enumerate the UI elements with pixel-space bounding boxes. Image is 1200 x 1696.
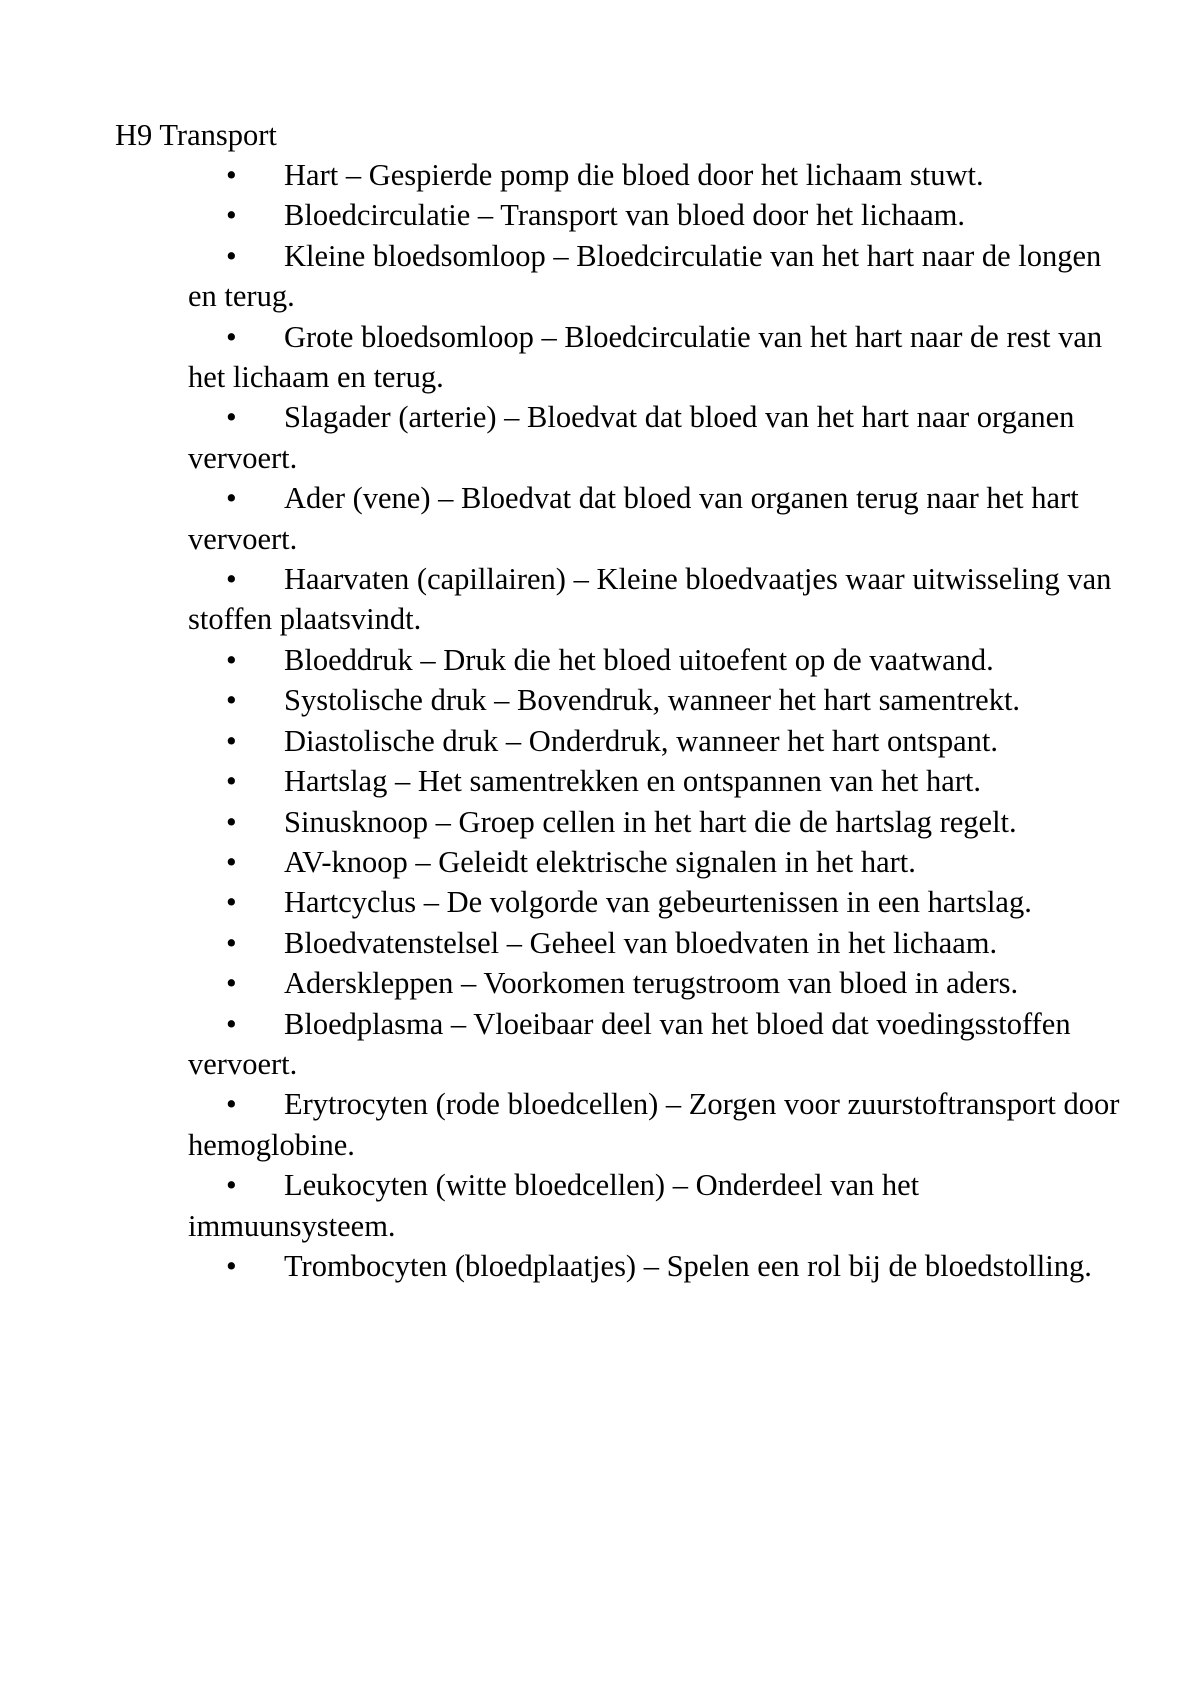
- list-item: [188, 236, 1128, 317]
- list-item-text: Bloedplasma – Vloeibaar deel van het bloed dat voedingsstoffen vervoert.: [188, 1006, 1071, 1081]
- list-item: [188, 559, 1128, 640]
- bullet-icon: •: [226, 966, 237, 1001]
- bullet-icon: •: [226, 925, 237, 960]
- bullet-icon: •: [226, 1248, 237, 1283]
- list-item-text: Bloeddruk – Druk die het bloed uitoefent op de vaatwand.: [284, 642, 994, 677]
- list-item-text: Sinusknoop – Groep cellen in het hart die de hartslag regelt.: [284, 804, 1017, 839]
- list-item-text: Erytrocyten (rode bloedcellen) – Zorgen voor zuurstoftransport door hemoglobine.: [188, 1087, 1120, 1162]
- list-item: [188, 640, 1128, 680]
- list-item: [188, 882, 1128, 922]
- list-item-text: Leukocyten (witte bloedcellen) – Onderdeel van het immuunsysteem.: [188, 1168, 920, 1243]
- list-item: [188, 761, 1128, 801]
- list-item: [188, 1246, 1128, 1286]
- list-item-text: Kleine bloedsomloop – Bloedcirculatie van het hart naar de longen en terug.: [188, 238, 1102, 314]
- bullet-icon: •: [226, 400, 237, 435]
- list-item: [188, 155, 1128, 195]
- list-item: [188, 1165, 1128, 1246]
- list-item-text: Bloedvatenstelsel – Geheel van bloedvaten in het lichaam.: [284, 925, 998, 960]
- document-title: H9 Transport: [115, 118, 277, 152]
- list-item: [188, 802, 1128, 842]
- list-item-text: Systolische druk – Bovendruk, wanneer het hart samentrekt.: [284, 683, 1021, 718]
- list-item: [188, 478, 1128, 559]
- list-item: [188, 842, 1128, 882]
- bullet-icon: •: [226, 158, 237, 192]
- bullet-icon: •: [226, 1087, 237, 1122]
- bullet-icon: •: [226, 1006, 237, 1041]
- bullet-icon: •: [226, 319, 237, 354]
- list-item: [188, 963, 1128, 1003]
- list-item-text: Bloedcirculatie – Transport van bloed door het lichaam.: [284, 198, 966, 233]
- list-item-text: Slagader (arterie) – Bloedvat dat bloed van het hart naar organen vervoert.: [188, 400, 1075, 475]
- bullet-icon: •: [226, 198, 237, 233]
- bullet-icon: •: [226, 1168, 237, 1203]
- list-item: [188, 1004, 1128, 1085]
- list-item-text: Haarvaten (capillairen) – Kleine bloedvaatjes waar uitwisseling van stoffen plaatsvindt.: [188, 562, 1112, 637]
- list-item: [188, 195, 1128, 235]
- bullet-icon: •: [226, 723, 237, 758]
- bullet-icon: •: [226, 683, 237, 718]
- list-item: [188, 680, 1128, 720]
- list-item: [188, 923, 1128, 963]
- list-item-text: Grote bloedsomloop – Bloedcirculatie van het hart naar de rest van het lichaam en terug.: [188, 319, 1103, 395]
- bullet-icon: •: [226, 764, 237, 799]
- bullet-icon: •: [226, 562, 237, 597]
- bullet-icon: •: [226, 844, 237, 879]
- list-item: [188, 397, 1128, 478]
- list-item-text: Hartcyclus – De volgorde van gebeurtenissen in een hartslag.: [284, 885, 1032, 920]
- bullet-icon: •: [226, 481, 237, 516]
- list-item: [188, 317, 1128, 398]
- bullet-icon: •: [226, 642, 237, 677]
- list-item-text: AV-knoop – Geleidt elektrische signalen in het hart.: [284, 844, 916, 879]
- list-item-text: Hart – Gespierde pomp die bloed door het lichaam stuwt.: [284, 158, 984, 192]
- list-item-text: Hartslag – Het samentrekken en ontspannen van het hart.: [284, 764, 982, 799]
- list-item-text: Ader (vene) – Bloedvat dat bloed van organen terug naar het hart vervoert.: [188, 481, 1079, 556]
- list-item-text: Trombocyten (bloedplaatjes) – Spelen een rol bij de bloedstolling.: [284, 1248, 1092, 1283]
- bullet-icon: •: [226, 804, 237, 839]
- list-item-text: Aderskleppen – Voorkomen terugstroom van bloed in aders.: [284, 966, 1019, 1001]
- bullet-icon: •: [226, 238, 237, 273]
- bullet-icon: •: [226, 885, 237, 920]
- definition-list: [188, 155, 1128, 1286]
- list-item: [188, 721, 1128, 761]
- list-item: [188, 1084, 1128, 1165]
- list-item-text: Diastolische druk – Onderdruk, wanneer het hart ontspant.: [284, 723, 999, 758]
